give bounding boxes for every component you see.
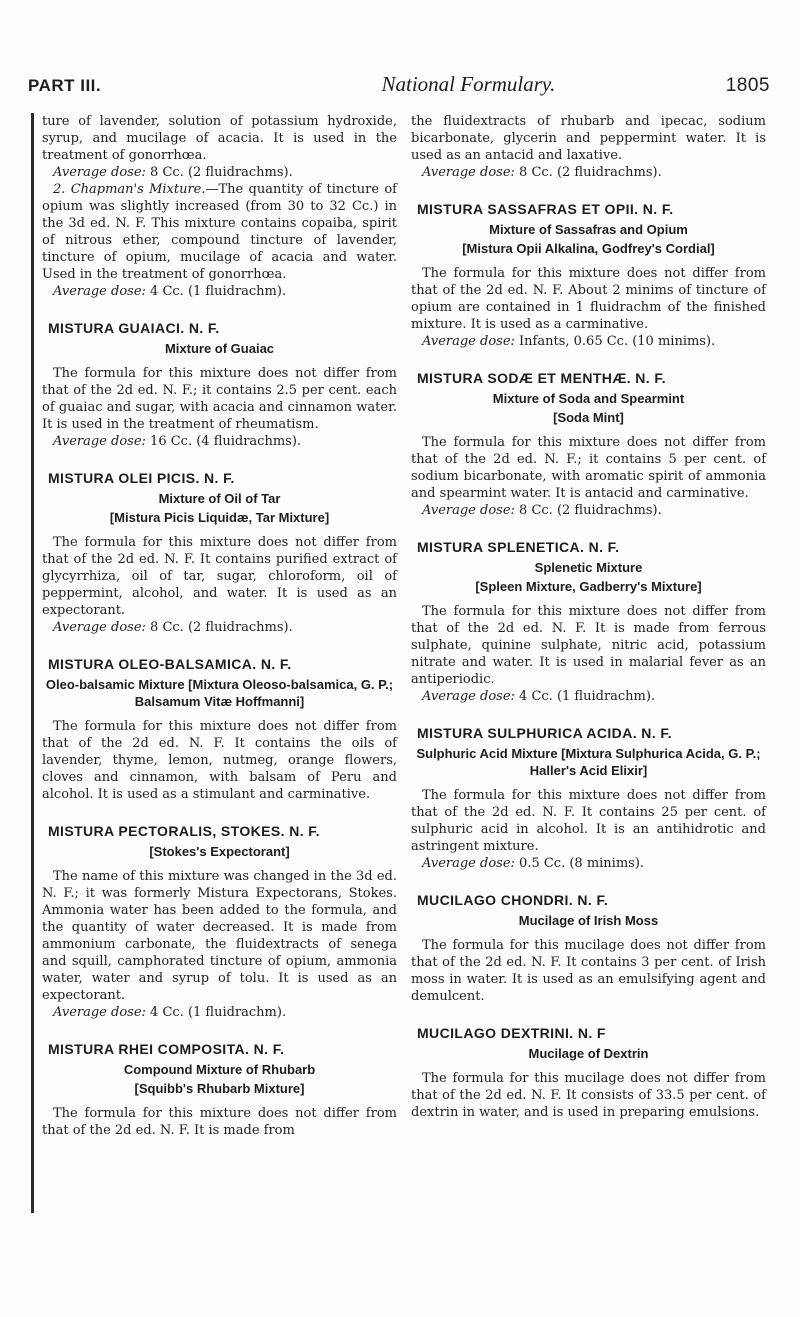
- monograph-text: The formula for this mucilage does not differ from that of the 2d ed. N. F. It consists of 33.5 per cent. of dextrin in water, and is used in preparing emulsions.: [411, 1071, 766, 1120]
- dose-value: Infants, 0.65 Cc. (10 minims).: [519, 334, 716, 349]
- dose-label: Average dose:: [53, 165, 146, 180]
- monograph-text: The formula for this mixture does not differ from that of the 2d ed. N. F.; it contains 5 per cent. of sodium bicarbonate, with aromatic spirit of ammonia and spearmint water. It is antacid and carminative.: [411, 435, 766, 501]
- monograph-subtitle: Mucilage of Dextrin: [528, 1046, 649, 1061]
- monograph-subtitle: [Mistura Opii Alkalina, Godfrey's Cordial]: [462, 241, 715, 256]
- monograph-subtitle: [Squibb's Rhubarb Mixture]: [134, 1081, 305, 1096]
- monograph-section: [42, 320, 397, 450]
- dose-value: 4 Cc. (1 fluidrachm).: [150, 1005, 287, 1020]
- dose-label: Average dose:: [53, 620, 146, 635]
- monograph-subtitle: Oleo-balsamic Mixture [Mixtura Oleoso-balsamica, G. P.; Balsamum Vitæ Hoffmanni]: [45, 677, 394, 709]
- dose-label: Average dose:: [53, 284, 146, 299]
- monograph-title: MISTURA SASSAFRAS ET OPII. N. F.: [417, 201, 674, 217]
- average-dose: [411, 855, 766, 872]
- chapman-text: —The quantity of tincture of opium was slightly increased (from 30 to 32 Cc.) in the 3d ed. N. F. This mixture contains copaiba, spirit of nitrous ether, compound tincture of lavender, tincture of opium, mucilage of acacia and water. Used in the treatment of gonorrhœa.: [42, 182, 397, 282]
- right-sections: [411, 201, 766, 1121]
- dose-value: 8 Cc. (2 fluidrachms).: [150, 620, 293, 635]
- monograph-section: [411, 892, 766, 1005]
- monograph-section: [411, 539, 766, 705]
- average-dose: [42, 619, 397, 636]
- monograph-section: [411, 1025, 766, 1121]
- monograph-subtitle: [Mistura Picis Liquidæ, Tar Mixture]: [109, 510, 330, 525]
- monograph-text: The formula for this mixture does not differ from that of the 2d ed. N. F. It is made from: [42, 1106, 397, 1138]
- average-dose: [411, 502, 766, 519]
- monograph-subtitle: Mucilage of Irish Moss: [518, 913, 659, 928]
- part-label: PART III.: [28, 76, 102, 95]
- monograph-title: MUCILAGO CHONDRI. N. F.: [417, 892, 609, 908]
- average-dose: [411, 688, 766, 705]
- monograph-text: The formula for this mixture does not differ from that of the 2d ed. N. F. It contains the oils of lavender, thyme, lemon, nutmeg, orange flowers, cloves and cinnamon, with balsam of Peru and alcohol. It is used as a stimulant and carminative.: [42, 719, 397, 802]
- dose-label: Average dose:: [422, 689, 515, 704]
- chapman-lead: 2. Chapman's Mixture.: [53, 182, 206, 197]
- dose-value: 8 Cc. (2 fluidrachms).: [150, 165, 293, 180]
- monograph-subtitle: [Soda Mint]: [553, 410, 624, 425]
- monograph-text: The formula for this mixture does not differ from that of the 2d ed. N. F.; it contains 2.5 per cent. each of guaiac and sugar, with acacia and cinnamon water. It is used in the treatment of rheumatism.: [42, 366, 397, 432]
- monograph-section: [42, 656, 397, 803]
- right-column: [411, 113, 766, 1121]
- dose-value: 4 Cc. (1 fluidrachm).: [519, 689, 656, 704]
- dose-label: Average dose:: [422, 334, 515, 349]
- average-dose: [42, 1004, 397, 1021]
- monograph-text: The formula for this mixture does not differ from that of the 2d ed. N. F. About 2 minims of tincture of opium are contained in 1 fluidrachm of the finished mixture. It is used as a carminative.: [411, 266, 766, 332]
- monograph-section: [42, 470, 397, 636]
- page-header: [28, 72, 770, 96]
- dose-label: Average dose:: [422, 503, 515, 518]
- monograph-title: MISTURA GUAIACI. N. F.: [48, 320, 220, 336]
- monograph-text: The formula for this mixture does not differ from that of the 2d ed. N. F. It is made from ferrous sulphate, quinine sulphate, nitric acid, potassium nitrate and water. It is used in malarial fever as an antiperiodic.: [411, 604, 766, 687]
- monograph-section: [42, 823, 397, 1021]
- monograph-text: The formula for this mixture does not differ from that of the 2d ed. N. F. It contains 25 per cent. of sulphuric acid in alcohol. It is an antihidrotic and astringent mixture.: [411, 788, 766, 854]
- average-dose: [42, 433, 397, 450]
- left-column: [31, 113, 397, 1213]
- average-dose: [411, 164, 766, 181]
- monograph-subtitle: Mixture of Guaiac: [164, 341, 275, 356]
- left-sections: [42, 320, 397, 1139]
- chapman-paragraph: [42, 181, 397, 283]
- dose-value: 16 Cc. (4 fluidrachms).: [150, 434, 302, 449]
- average-dose: [42, 283, 397, 300]
- monograph-title: MUCILAGO DEXTRINI. N. F: [417, 1025, 606, 1041]
- page-number: 1805: [725, 75, 770, 96]
- monograph-section: [411, 201, 766, 350]
- monograph-title: MISTURA RHEI COMPOSITA. N. F.: [48, 1041, 285, 1057]
- dose-value: 0.5 Cc. (8 minims).: [519, 856, 645, 871]
- monograph-subtitle: Splenetic Mixture: [534, 560, 643, 575]
- monograph-subtitle: [Spleen Mixture, Gadberry's Mixture]: [475, 579, 702, 594]
- monograph-title: MISTURA SODÆ ET MENTHÆ. N. F.: [417, 370, 667, 386]
- monograph-section: [411, 725, 766, 872]
- dose-label: Average dose:: [53, 434, 146, 449]
- continued-paragraph: the fluidextracts of rhubarb and ipecac, sodium bicarbonate, glycerin and peppermint water. It is used as an antacid and laxative.: [411, 114, 766, 163]
- monograph-title: MISTURA OLEI PICIS. N. F.: [48, 470, 235, 486]
- average-dose: [42, 164, 397, 181]
- monograph-subtitle: Mixture of Sassafras and Opium: [489, 222, 688, 237]
- continued-paragraph: ture of lavender, solution of potassium hydroxide, syrup, and mucilage of acacia. It is used in the treatment of gonorrhœa.: [42, 114, 397, 163]
- monograph-text: The formula for this mixture does not differ from that of the 2d ed. N. F. It contains purified extract of glycyrrhiza, oil of tar, sugar, chloroform, oil of peppermint, alcohol, and water. It is used as an expectorant.: [42, 535, 397, 618]
- monograph-section: [411, 370, 766, 519]
- average-dose: [411, 333, 766, 350]
- dose-value: 4 Cc. (1 fluidrachm).: [150, 284, 287, 299]
- monograph-title: MISTURA SULPHURICA ACIDA. N. F.: [417, 725, 673, 741]
- monograph-subtitle: Mixture of Soda and Spearmint: [492, 391, 685, 406]
- monograph-subtitle: Compound Mixture of Rhubarb: [123, 1062, 316, 1077]
- dose-label: Average dose:: [53, 1005, 146, 1020]
- monograph-title: MISTURA PECTORALIS, STOKES. N. F.: [48, 823, 320, 839]
- monograph-subtitle: [Stokes's Expectorant]: [149, 844, 290, 859]
- monograph-subtitle: Sulphuric Acid Mixture [Mixtura Sulphurica Acida, G. P.; Haller's Acid Elixir]: [416, 746, 761, 778]
- dose-label: Average dose:: [422, 856, 515, 871]
- monograph-text: The name of this mixture was changed in the 3d ed. N. F.; it was formerly Mistura Expectorans, Stokes. Ammonia water has been added to the formula, and the quantity of water decreased. It is made from ammonium carbonate, the fluidextracts of senega and squill, camphorated tincture of opium, ammonia water, water and syrup of tolu. It is used as an expectorant.: [42, 869, 397, 1003]
- monograph-section: [42, 1041, 397, 1139]
- monograph-text: The formula for this mucilage does not differ from that of the 2d ed. N. F. It contains 3 per cent. of Irish moss in water. It is used as an emulsifying agent and demulcent.: [411, 938, 766, 1004]
- dose-label: Average dose:: [422, 165, 515, 180]
- dose-value: 8 Cc. (2 fluidrachms).: [519, 503, 662, 518]
- running-title: National Formulary.: [381, 72, 556, 96]
- monograph-title: MISTURA SPLENETICA. N. F.: [417, 539, 620, 555]
- monograph-subtitle: Mixture of Oil of Tar: [158, 491, 281, 506]
- monograph-title: MISTURA OLEO-BALSAMICA. N. F.: [48, 656, 292, 672]
- dose-value: 8 Cc. (2 fluidrachms).: [519, 165, 662, 180]
